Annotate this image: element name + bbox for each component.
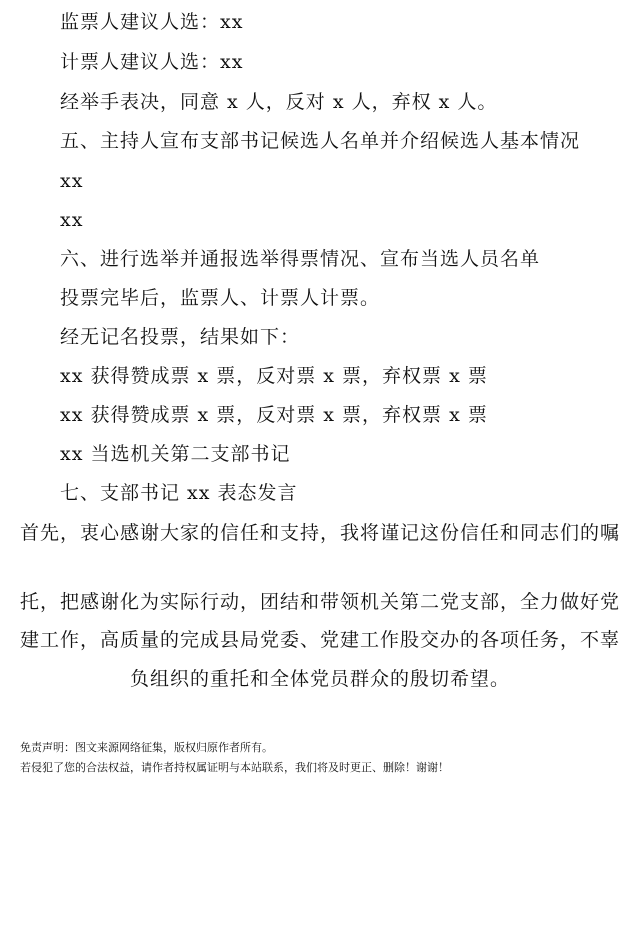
disclaimer-line-1: 免责声明：图文来源网络征集，版权归原作者所有。 bbox=[20, 741, 273, 754]
section-five-heading: 五、主持人宣布支部书记候选人名单并介绍候选人基本情况 bbox=[60, 130, 581, 152]
vote-result-line: 经举手表决，同意 x 人，反对 x 人，弃权 x 人。 bbox=[60, 91, 498, 113]
speech-line-2: 托，把感谢化为实际行动，团结和带领机关第二党支部，全力做好党 bbox=[20, 591, 621, 613]
result-intro-line: 经无记名投票，结果如下： bbox=[60, 326, 301, 348]
elected-line: xx 当选机关第二支部书记 bbox=[60, 443, 291, 465]
speech-line-3: 建工作，高质量的完成县局党委、党建工作股交办的各项任务，不辜 bbox=[20, 629, 621, 651]
result-line-1: xx 获得赞成票 x 票，反对票 x 票，弃权票 x 票 bbox=[60, 365, 488, 387]
counter-nominee-line: 计票人建议人选：xx bbox=[60, 51, 244, 73]
speech-line-1: 首先，衷心感谢大家的信任和支持，我将谨记这份信任和同志们的嘱 bbox=[20, 522, 621, 544]
section-seven-heading: 七、支部书记 xx 表态发言 bbox=[60, 482, 298, 504]
candidate-line-1: xx bbox=[60, 170, 84, 192]
section-six-heading: 六、进行选举并通报选举得票情况、宣布当选人员名单 bbox=[60, 248, 541, 270]
monitor-nominee-line: 监票人建议人选：xx bbox=[60, 11, 244, 33]
disclaimer-line-2: 若侵犯了您的合法权益，请作者持权属证明与本站联系，我们将及时更正、删除！谢谢！ bbox=[20, 761, 449, 774]
candidate-line-2: xx bbox=[60, 209, 84, 231]
ballot-count-line: 投票完毕后，监票人、计票人计票。 bbox=[60, 287, 381, 309]
speech-line-4: 负组织的重托和全体党员群众的殷切希望。 bbox=[129, 668, 510, 690]
result-line-2: xx 获得赞成票 x 票，反对票 x 票，弃权票 x 票 bbox=[60, 404, 488, 426]
